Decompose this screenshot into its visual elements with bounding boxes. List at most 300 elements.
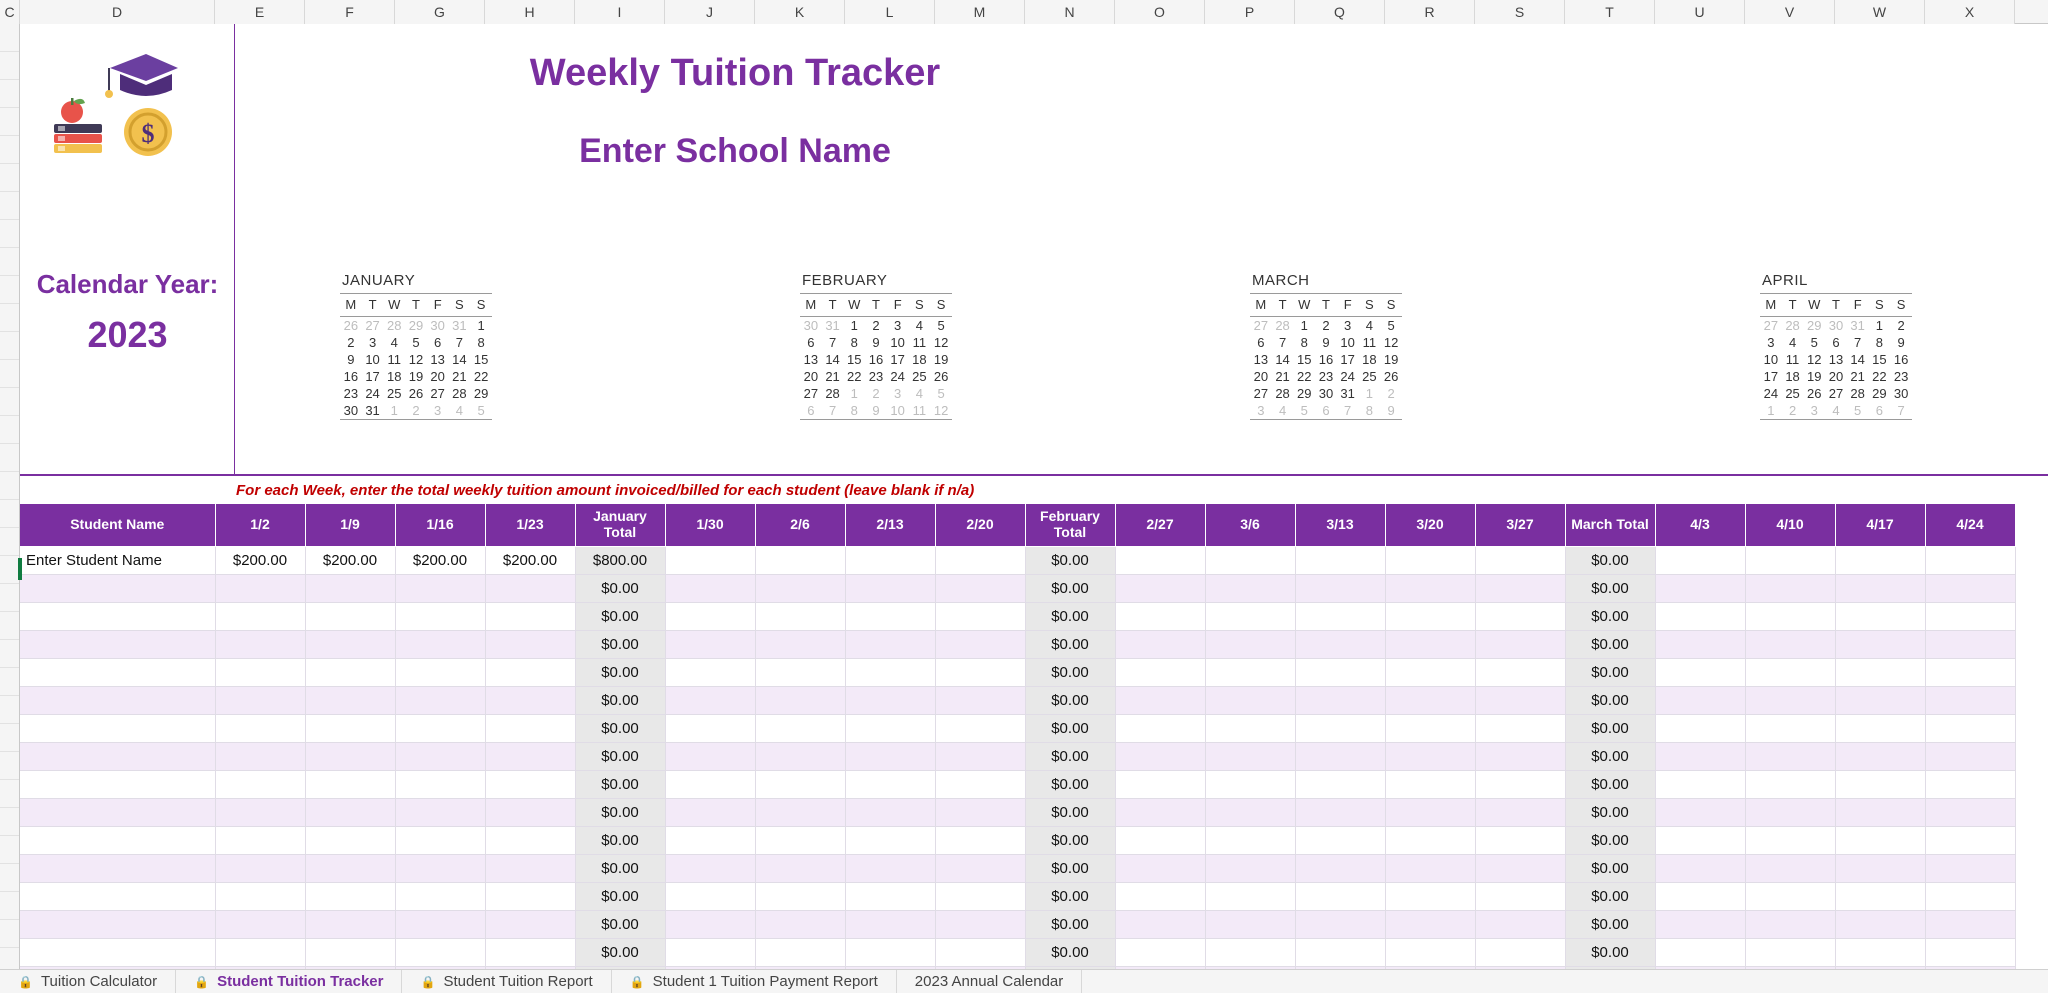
column-header-T[interactable]: T xyxy=(1565,0,1655,24)
row-header[interactable] xyxy=(0,248,19,276)
cell-w17[interactable] xyxy=(1925,798,2015,826)
cell-w9[interactable] xyxy=(1115,574,1205,602)
cell-w12[interactable] xyxy=(1385,658,1475,686)
cell-w13[interactable] xyxy=(1475,938,1565,966)
cell-w5[interactable] xyxy=(665,742,755,770)
cell-w14[interactable] xyxy=(1655,854,1745,882)
cell-w11[interactable] xyxy=(1295,546,1385,574)
row-header[interactable] xyxy=(0,584,19,612)
cell-w2[interactable] xyxy=(305,630,395,658)
cell-w3[interactable] xyxy=(395,882,485,910)
cell-w15[interactable] xyxy=(1745,546,1835,574)
row-header[interactable] xyxy=(0,500,19,528)
cell-w11[interactable] xyxy=(1295,630,1385,658)
cell-w11[interactable] xyxy=(1295,714,1385,742)
cell-w15[interactable] xyxy=(1745,574,1835,602)
cell-w17[interactable] xyxy=(1925,826,2015,854)
cell-w2[interactable]: $200.00 xyxy=(305,546,395,574)
cell-w17[interactable] xyxy=(1925,742,2015,770)
row-header[interactable] xyxy=(0,304,19,332)
cell-w12[interactable] xyxy=(1385,770,1475,798)
sheet-tab-bar[interactable] xyxy=(0,969,2048,993)
cell-w15[interactable] xyxy=(1745,882,1835,910)
cell-w16[interactable] xyxy=(1835,546,1925,574)
cell-w12[interactable] xyxy=(1385,938,1475,966)
cell-w6[interactable] xyxy=(755,546,845,574)
cell-w1[interactable]: $200.00 xyxy=(215,546,305,574)
cell-name[interactable] xyxy=(20,882,215,910)
cell-w2[interactable] xyxy=(305,798,395,826)
column-header-Q[interactable]: Q xyxy=(1295,0,1385,24)
column-header-w17[interactable]: 4/24 xyxy=(1925,504,2015,546)
cell-w9[interactable] xyxy=(1115,714,1205,742)
column-header-G[interactable]: G xyxy=(395,0,485,24)
cell-name[interactable] xyxy=(20,658,215,686)
cell-w13[interactable] xyxy=(1475,658,1565,686)
cell-w13[interactable] xyxy=(1475,798,1565,826)
column-header-S[interactable]: S xyxy=(1475,0,1565,24)
cell-w5[interactable] xyxy=(665,686,755,714)
cell-w3[interactable] xyxy=(395,602,485,630)
cell-w12[interactable] xyxy=(1385,910,1475,938)
sheet-tab[interactable] xyxy=(612,970,897,993)
cell-w14[interactable] xyxy=(1655,546,1745,574)
cell-w3[interactable] xyxy=(395,742,485,770)
cell-w13[interactable] xyxy=(1475,546,1565,574)
cell-w12[interactable] xyxy=(1385,546,1475,574)
cell-w13[interactable] xyxy=(1475,574,1565,602)
cell-w3[interactable] xyxy=(395,910,485,938)
cell-name[interactable] xyxy=(20,770,215,798)
cell-w1[interactable] xyxy=(215,938,305,966)
cell-w12[interactable] xyxy=(1385,742,1475,770)
cell-w2[interactable] xyxy=(305,910,395,938)
cell-w14[interactable] xyxy=(1655,770,1745,798)
cell-w4[interactable] xyxy=(485,714,575,742)
cell-w4[interactable] xyxy=(485,798,575,826)
cell-w11[interactable] xyxy=(1295,602,1385,630)
cell-w14[interactable] xyxy=(1655,630,1745,658)
column-header-w13[interactable]: 3/27 xyxy=(1475,504,1565,546)
cell-w11[interactable] xyxy=(1295,574,1385,602)
cell-w2[interactable] xyxy=(305,602,395,630)
cell-w1[interactable] xyxy=(215,742,305,770)
cell-w17[interactable] xyxy=(1925,882,2015,910)
cell-w9[interactable] xyxy=(1115,826,1205,854)
row-header[interactable] xyxy=(0,612,19,640)
cell-w6[interactable] xyxy=(755,770,845,798)
column-header-w16[interactable]: 4/17 xyxy=(1835,504,1925,546)
cell-w14[interactable] xyxy=(1655,938,1745,966)
row-header[interactable] xyxy=(0,780,19,808)
column-header-w12[interactable]: 3/20 xyxy=(1385,504,1475,546)
cell-w1[interactable] xyxy=(215,826,305,854)
cell-w16[interactable] xyxy=(1835,826,1925,854)
cell-w8[interactable] xyxy=(935,658,1025,686)
school-name-field[interactable]: Enter School Name xyxy=(579,132,891,170)
cell-w8[interactable] xyxy=(935,742,1025,770)
column-header-L[interactable]: L xyxy=(845,0,935,24)
cell-w7[interactable] xyxy=(845,658,935,686)
cell-w13[interactable] xyxy=(1475,910,1565,938)
cell-w16[interactable] xyxy=(1835,882,1925,910)
row-header[interactable] xyxy=(0,556,19,584)
cell-w10[interactable] xyxy=(1205,686,1295,714)
cell-w9[interactable] xyxy=(1115,798,1205,826)
row-header[interactable] xyxy=(0,276,19,304)
cell-w12[interactable] xyxy=(1385,602,1475,630)
cell-w13[interactable] xyxy=(1475,602,1565,630)
cell-w4[interactable] xyxy=(485,854,575,882)
cell-w15[interactable] xyxy=(1745,798,1835,826)
column-header-U[interactable]: U xyxy=(1655,0,1745,24)
cell-w9[interactable] xyxy=(1115,910,1205,938)
sheet-tab[interactable] xyxy=(897,970,1082,993)
cell-w5[interactable] xyxy=(665,882,755,910)
cell-w5[interactable] xyxy=(665,798,755,826)
row-header[interactable] xyxy=(0,388,19,416)
cell-w13[interactable] xyxy=(1475,630,1565,658)
cell-w6[interactable] xyxy=(755,658,845,686)
cell-w12[interactable] xyxy=(1385,686,1475,714)
cell-w15[interactable] xyxy=(1745,686,1835,714)
cell-w3[interactable] xyxy=(395,714,485,742)
cell-w1[interactable] xyxy=(215,602,305,630)
cell-w1[interactable] xyxy=(215,882,305,910)
cell-w8[interactable] xyxy=(935,882,1025,910)
cell-w9[interactable] xyxy=(1115,546,1205,574)
cell-name[interactable] xyxy=(20,602,215,630)
column-header-w7[interactable]: 2/13 xyxy=(845,504,935,546)
cell-name[interactable] xyxy=(20,938,215,966)
cell-w14[interactable] xyxy=(1655,574,1745,602)
cell-w11[interactable] xyxy=(1295,686,1385,714)
cell-w8[interactable] xyxy=(935,798,1025,826)
column-header-w8[interactable]: 2/20 xyxy=(935,504,1025,546)
cell-w10[interactable] xyxy=(1205,882,1295,910)
cell-w17[interactable] xyxy=(1925,770,2015,798)
cell-w4[interactable] xyxy=(485,882,575,910)
column-header-w10[interactable]: 3/6 xyxy=(1205,504,1295,546)
cell-w14[interactable] xyxy=(1655,714,1745,742)
column-header-w5[interactable]: 1/30 xyxy=(665,504,755,546)
row-header[interactable] xyxy=(0,52,19,80)
cell-w4[interactable] xyxy=(485,574,575,602)
cell-w16[interactable] xyxy=(1835,630,1925,658)
cell-name[interactable] xyxy=(20,742,215,770)
cell-w3[interactable] xyxy=(395,854,485,882)
cell-w14[interactable] xyxy=(1655,602,1745,630)
cell-w5[interactable] xyxy=(665,714,755,742)
sheet-tab[interactable] xyxy=(176,970,402,993)
column-header-w11[interactable]: 3/13 xyxy=(1295,504,1385,546)
row-header[interactable] xyxy=(0,360,19,388)
column-header-X[interactable]: X xyxy=(1925,0,2015,24)
column-header-P[interactable]: P xyxy=(1205,0,1295,24)
column-header-mar_total[interactable]: March Total xyxy=(1565,504,1655,546)
cell-w16[interactable] xyxy=(1835,714,1925,742)
cell-w10[interactable] xyxy=(1205,742,1295,770)
cell-w10[interactable] xyxy=(1205,630,1295,658)
cell-w4[interactable] xyxy=(485,826,575,854)
column-header-O[interactable]: O xyxy=(1115,0,1205,24)
cell-w4[interactable] xyxy=(485,602,575,630)
cell-w4[interactable] xyxy=(485,742,575,770)
cell-w14[interactable] xyxy=(1655,910,1745,938)
cell-w2[interactable] xyxy=(305,826,395,854)
cell-w10[interactable] xyxy=(1205,546,1295,574)
sheet-tab[interactable] xyxy=(0,970,176,993)
cell-w1[interactable] xyxy=(215,798,305,826)
cell-w11[interactable] xyxy=(1295,770,1385,798)
cell-w14[interactable] xyxy=(1655,882,1745,910)
column-header-J[interactable]: J xyxy=(665,0,755,24)
cell-w6[interactable] xyxy=(755,882,845,910)
cell-w5[interactable] xyxy=(665,658,755,686)
cell-name[interactable] xyxy=(20,574,215,602)
cell-w14[interactable] xyxy=(1655,686,1745,714)
cell-w7[interactable] xyxy=(845,770,935,798)
row-header[interactable] xyxy=(0,472,19,500)
cell-w16[interactable] xyxy=(1835,686,1925,714)
cell-w1[interactable] xyxy=(215,770,305,798)
cell-w8[interactable] xyxy=(935,910,1025,938)
cell-w9[interactable] xyxy=(1115,938,1205,966)
column-header-H[interactable]: H xyxy=(485,0,575,24)
column-header-jan_total[interactable]: January Total xyxy=(575,504,665,546)
cell-w15[interactable] xyxy=(1745,742,1835,770)
cell-w16[interactable] xyxy=(1835,770,1925,798)
cell-w13[interactable] xyxy=(1475,826,1565,854)
cell-w9[interactable] xyxy=(1115,742,1205,770)
cell-w17[interactable] xyxy=(1925,854,2015,882)
cell-w4[interactable] xyxy=(485,770,575,798)
cell-w10[interactable] xyxy=(1205,770,1295,798)
cell-w13[interactable] xyxy=(1475,686,1565,714)
cell-w17[interactable] xyxy=(1925,546,2015,574)
cell-w15[interactable] xyxy=(1745,938,1835,966)
cell-w13[interactable] xyxy=(1475,714,1565,742)
sheet-tab[interactable] xyxy=(402,970,611,993)
cell-w1[interactable] xyxy=(215,686,305,714)
cell-w11[interactable] xyxy=(1295,798,1385,826)
cell-w7[interactable] xyxy=(845,826,935,854)
cell-w17[interactable] xyxy=(1925,658,2015,686)
cell-name[interactable] xyxy=(20,686,215,714)
cell-w5[interactable] xyxy=(665,574,755,602)
cell-w8[interactable] xyxy=(935,686,1025,714)
cell-w16[interactable] xyxy=(1835,742,1925,770)
cell-w16[interactable] xyxy=(1835,854,1925,882)
cell-w13[interactable] xyxy=(1475,882,1565,910)
cell-name[interactable]: Enter Student Name xyxy=(20,546,215,574)
cell-w15[interactable] xyxy=(1745,658,1835,686)
cell-w17[interactable] xyxy=(1925,686,2015,714)
cell-w4[interactable] xyxy=(485,910,575,938)
cell-w8[interactable] xyxy=(935,826,1025,854)
cell-w11[interactable] xyxy=(1295,910,1385,938)
cell-w8[interactable] xyxy=(935,574,1025,602)
cell-w1[interactable] xyxy=(215,854,305,882)
cell-w12[interactable] xyxy=(1385,826,1475,854)
row-header[interactable] xyxy=(0,640,19,668)
cell-w5[interactable] xyxy=(665,910,755,938)
cell-w8[interactable] xyxy=(935,770,1025,798)
cell-w7[interactable] xyxy=(845,630,935,658)
cell-w5[interactable] xyxy=(665,602,755,630)
cell-w11[interactable] xyxy=(1295,742,1385,770)
cell-w2[interactable] xyxy=(305,742,395,770)
cell-w3[interactable] xyxy=(395,770,485,798)
row-header[interactable] xyxy=(0,416,19,444)
cell-w3[interactable] xyxy=(395,686,485,714)
cell-w11[interactable] xyxy=(1295,854,1385,882)
column-header-F[interactable]: F xyxy=(305,0,395,24)
column-header-I[interactable]: I xyxy=(575,0,665,24)
row-header[interactable] xyxy=(0,808,19,836)
cell-w2[interactable] xyxy=(305,882,395,910)
row-header[interactable] xyxy=(0,696,19,724)
cell-w10[interactable] xyxy=(1205,714,1295,742)
cell-w8[interactable] xyxy=(935,630,1025,658)
cell-w17[interactable] xyxy=(1925,910,2015,938)
row-header[interactable] xyxy=(0,24,19,52)
cell-w10[interactable] xyxy=(1205,602,1295,630)
cell-w9[interactable] xyxy=(1115,658,1205,686)
cell-w8[interactable] xyxy=(935,854,1025,882)
cell-w1[interactable] xyxy=(215,714,305,742)
cell-w3[interactable]: $200.00 xyxy=(395,546,485,574)
column-header-W[interactable]: W xyxy=(1835,0,1925,24)
cell-w4[interactable]: $200.00 xyxy=(485,546,575,574)
cell-w2[interactable] xyxy=(305,770,395,798)
cell-w17[interactable] xyxy=(1925,574,2015,602)
cell-name[interactable] xyxy=(20,910,215,938)
cell-w3[interactable] xyxy=(395,826,485,854)
row-header[interactable] xyxy=(0,192,19,220)
cell-w16[interactable] xyxy=(1835,798,1925,826)
cell-w7[interactable] xyxy=(845,854,935,882)
cell-w16[interactable] xyxy=(1835,938,1925,966)
column-header-feb_total[interactable]: February Total xyxy=(1025,504,1115,546)
row-header[interactable] xyxy=(0,920,19,948)
cell-w17[interactable] xyxy=(1925,630,2015,658)
cell-w7[interactable] xyxy=(845,546,935,574)
cell-w4[interactable] xyxy=(485,658,575,686)
cell-w10[interactable] xyxy=(1205,574,1295,602)
row-header[interactable] xyxy=(0,136,19,164)
cell-w2[interactable] xyxy=(305,938,395,966)
column-header-V[interactable]: V xyxy=(1745,0,1835,24)
cell-w13[interactable] xyxy=(1475,854,1565,882)
cell-w15[interactable] xyxy=(1745,826,1835,854)
column-header-name[interactable]: Student Name xyxy=(20,504,215,546)
row-header[interactable] xyxy=(0,752,19,780)
cell-w16[interactable] xyxy=(1835,910,1925,938)
cell-w7[interactable] xyxy=(845,574,935,602)
column-header-w6[interactable]: 2/6 xyxy=(755,504,845,546)
cell-w15[interactable] xyxy=(1745,602,1835,630)
cell-w5[interactable] xyxy=(665,854,755,882)
cell-name[interactable] xyxy=(20,826,215,854)
cell-w1[interactable] xyxy=(215,658,305,686)
cell-w13[interactable] xyxy=(1475,742,1565,770)
cell-w2[interactable] xyxy=(305,574,395,602)
cell-w4[interactable] xyxy=(485,686,575,714)
cell-w13[interactable] xyxy=(1475,770,1565,798)
cell-w5[interactable] xyxy=(665,938,755,966)
cell-w16[interactable] xyxy=(1835,574,1925,602)
cell-w7[interactable] xyxy=(845,602,935,630)
cell-w6[interactable] xyxy=(755,854,845,882)
cell-w9[interactable] xyxy=(1115,630,1205,658)
row-header[interactable] xyxy=(0,108,19,136)
column-header-w9[interactable]: 2/27 xyxy=(1115,504,1205,546)
cell-w14[interactable] xyxy=(1655,658,1745,686)
cell-w7[interactable] xyxy=(845,742,935,770)
cell-w7[interactable] xyxy=(845,714,935,742)
cell-w12[interactable] xyxy=(1385,854,1475,882)
cell-w10[interactable] xyxy=(1205,658,1295,686)
row-header[interactable] xyxy=(0,864,19,892)
cell-w11[interactable] xyxy=(1295,826,1385,854)
column-header-N[interactable]: N xyxy=(1025,0,1115,24)
cell-w3[interactable] xyxy=(395,658,485,686)
cell-w6[interactable] xyxy=(755,938,845,966)
cell-name[interactable] xyxy=(20,630,215,658)
row-header[interactable] xyxy=(0,836,19,864)
cell-w2[interactable] xyxy=(305,714,395,742)
cell-w9[interactable] xyxy=(1115,882,1205,910)
column-header-w14[interactable]: 4/3 xyxy=(1655,504,1745,546)
row-header[interactable] xyxy=(0,724,19,752)
column-header-C[interactable]: C xyxy=(0,0,20,24)
cell-w5[interactable] xyxy=(665,546,755,574)
column-header-M[interactable]: M xyxy=(935,0,1025,24)
cell-w7[interactable] xyxy=(845,798,935,826)
row-header[interactable] xyxy=(0,892,19,920)
cell-w11[interactable] xyxy=(1295,938,1385,966)
cell-w6[interactable] xyxy=(755,742,845,770)
cell-w12[interactable] xyxy=(1385,630,1475,658)
cell-w6[interactable] xyxy=(755,910,845,938)
cell-w1[interactable] xyxy=(215,910,305,938)
calendar-year-value[interactable]: 2023 xyxy=(87,314,168,355)
cell-w17[interactable] xyxy=(1925,714,2015,742)
cell-w3[interactable] xyxy=(395,938,485,966)
column-header-w15[interactable]: 4/10 xyxy=(1745,504,1835,546)
cell-w12[interactable] xyxy=(1385,574,1475,602)
row-header[interactable] xyxy=(0,668,19,696)
cell-w10[interactable] xyxy=(1205,798,1295,826)
cell-w5[interactable] xyxy=(665,630,755,658)
cell-w10[interactable] xyxy=(1205,826,1295,854)
cell-w11[interactable] xyxy=(1295,658,1385,686)
cell-w14[interactable] xyxy=(1655,826,1745,854)
cell-w10[interactable] xyxy=(1205,938,1295,966)
cell-w6[interactable] xyxy=(755,686,845,714)
cell-w7[interactable] xyxy=(845,686,935,714)
cell-w14[interactable] xyxy=(1655,742,1745,770)
cell-w6[interactable] xyxy=(755,798,845,826)
cell-w3[interactable] xyxy=(395,630,485,658)
cell-w10[interactable] xyxy=(1205,910,1295,938)
column-header-D[interactable]: D xyxy=(20,0,215,24)
cell-w16[interactable] xyxy=(1835,658,1925,686)
cell-w14[interactable] xyxy=(1655,798,1745,826)
cell-name[interactable] xyxy=(20,798,215,826)
cell-w5[interactable] xyxy=(665,826,755,854)
